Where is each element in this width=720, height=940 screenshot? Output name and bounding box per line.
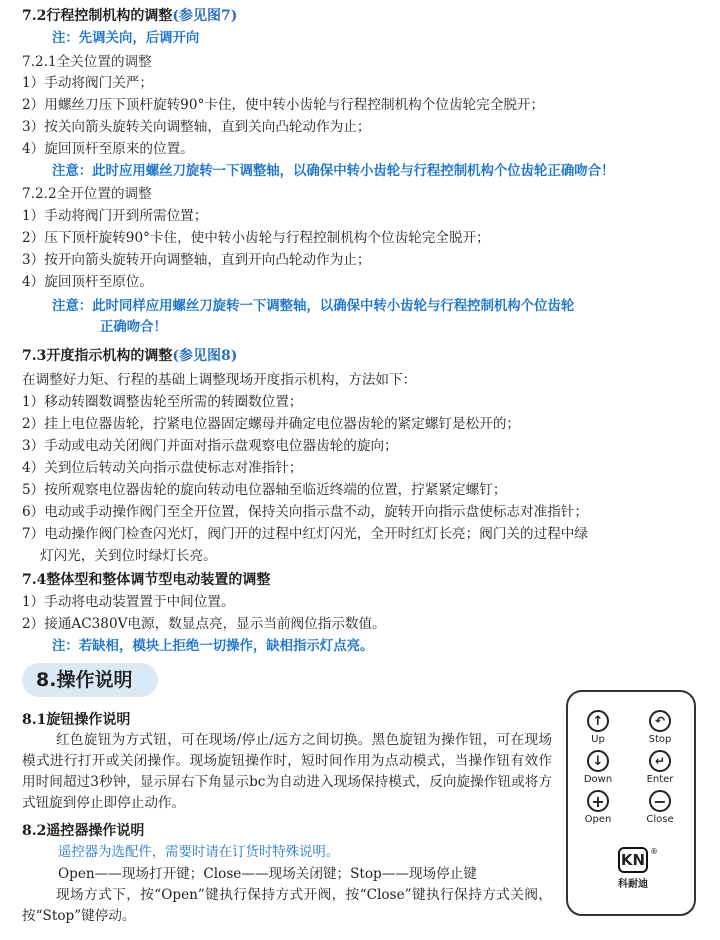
remote-close-button bbox=[630, 790, 690, 825]
remote-open-button bbox=[568, 790, 628, 825]
list-item: 2）压下顶杆旋转90°卡住，使中转小齿轮与行程控制机构个位齿轮完全脱开； bbox=[22, 230, 490, 246]
enter-icon bbox=[649, 750, 671, 772]
list-item: 4）关到位后转动关向指示盘使标志对准指针； bbox=[22, 460, 303, 476]
remote-stop-button bbox=[630, 710, 690, 745]
remote-up-button bbox=[568, 710, 628, 745]
list-item: 4）旋回顶杆至原来的位置。 bbox=[22, 141, 194, 157]
list-item: 3）手动或电动关闭阀门并面对指示盘观察电位器齿轮的旋向； bbox=[22, 438, 398, 454]
section-8-title: 8.操作说明 bbox=[22, 663, 158, 697]
list-item: 3）按关向箭头旋转关向调整轴，直到关向凸轮动作为止； bbox=[22, 119, 371, 135]
logo-text: KN bbox=[620, 851, 646, 869]
heading-7-3-ref: (参见图8) bbox=[172, 348, 238, 364]
note-8-2: 遥控器为选配件，需要时请在订货时特殊说明。 bbox=[58, 845, 340, 860]
list-item: 2）接通AC380V电源，数显点亮，显示当前阀位指示数值。 bbox=[22, 616, 386, 632]
remote-enter-label: Enter bbox=[646, 774, 674, 785]
remote-up-label: Up bbox=[591, 734, 605, 745]
remote-control bbox=[566, 690, 696, 916]
note-7-2-1: 注意：此时应用螺丝刀旋转一下调整轴，以确保中转小齿轮与行程控制机构个位齿轮正确吻合！ bbox=[52, 164, 615, 179]
plus-glyph: + bbox=[591, 791, 605, 811]
list-item: 1）手动将阀门关严； bbox=[22, 75, 153, 91]
heading-7-2-ref: (参见图7) bbox=[172, 8, 238, 24]
heading-7-2-2: 7.2.2全开位置的调整 bbox=[22, 186, 152, 202]
list-item: 7）电动操作阀门检查闪光灯，阀门开的过程中红灯闪光，全开时红灯长亮；阀门关的过程中绿 bbox=[22, 526, 588, 542]
down-arrow-glyph: ↓ bbox=[592, 753, 604, 769]
note-7-2-2-line1: 注意：此时同样应用螺丝刀旋转一下调整轴，以确保中转小齿轮与行程控制机构个位齿轮 bbox=[52, 299, 575, 314]
heading-7-3 bbox=[22, 346, 237, 366]
heading-7-2 bbox=[22, 6, 237, 26]
list-item: 2）用螺丝刀压下顶杆旋转90°卡住，使中转小齿轮与行程控制机构个位齿轮完全脱开； bbox=[22, 97, 545, 113]
heading-8-2: 8.2遥控器操作说明 bbox=[22, 823, 145, 839]
list-item: 6）电动或手动操作阀门至全开位置，保持关向指示盘不动，旋转开向指示盘使标志对准指针； bbox=[22, 504, 588, 520]
stop-icon bbox=[649, 710, 671, 732]
list-item: 4）旋回顶杆至原位。 bbox=[22, 274, 153, 290]
paragraph-8-2: 现场方式下，按“Open”键执行保持方式开阀，按“Close”键执行保持方式关阀，按“Stop”键停动。 bbox=[22, 887, 552, 924]
list-item: 5）按所观察电位器齿轮的旋向转动电位器轴至临近终端的位置，拧紧紧定螺钉； bbox=[22, 482, 507, 498]
up-arrow-glyph: ↑ bbox=[592, 713, 604, 729]
remote-down-label: Down bbox=[583, 774, 613, 785]
logo-registered-mark: ® bbox=[650, 847, 658, 856]
logo-chinese-name: 科耐迪 bbox=[618, 879, 648, 890]
remote-open-label: Open bbox=[584, 814, 612, 825]
remote-keys-line: Open——现场打开键；Close——现场关闭键；Stop——现场停止键 bbox=[58, 866, 477, 882]
remote-down-button bbox=[568, 750, 628, 785]
minus-icon bbox=[649, 790, 671, 812]
list-item: 1）手动将阀门开到所需位置； bbox=[22, 208, 208, 224]
note-7-2-2-line2: 正确吻合！ bbox=[100, 320, 167, 335]
heading-7-2-text: 7.2行程控制机构的调整 bbox=[22, 8, 173, 24]
remote-stop-label: Stop bbox=[648, 734, 672, 745]
minus-glyph: − bbox=[653, 791, 667, 811]
plus-icon bbox=[587, 790, 609, 812]
note-7-4: 注：若缺相，模块上拒绝一切操作，缺相指示灯点亮。 bbox=[52, 639, 374, 654]
heading-7-2-1: 7.2.1全关位置的调整 bbox=[22, 54, 152, 70]
list-item: 3）按开向箭头旋转开向调整轴，直到开向凸轮动作为止； bbox=[22, 252, 371, 268]
list-item: 1）手动将电动装置置于中间位置。 bbox=[22, 594, 235, 610]
logo-box bbox=[618, 847, 658, 873]
paragraph-8-1: 红色旋钮为方式钮，可在现场/停止/远方之间切换。黑色旋钮为操作钮，可在现场模式进行打开或关闭操作。现场旋钮操作时，短时间作用为点动模式，当操作钮有效作用时间超过3秒钟，显示屏右下角显示bc为自动进入现场保持模式，反向旋操作钮或将方式钮旋到停止即停止动作。 bbox=[22, 732, 552, 811]
heading-7-3-text: 7.3开度指示机构的调整 bbox=[22, 348, 173, 364]
list-item-continuation: 灯闪光，关到位时绿灯长亮。 bbox=[40, 548, 217, 564]
note-7-2: 注：先调关向，后调开向 bbox=[52, 31, 200, 46]
brand-logo bbox=[604, 847, 662, 890]
heading-8-1: 8.1旋钮操作说明 bbox=[22, 712, 131, 728]
heading-7-4: 7.4整体型和整体调节型电动装置的调整 bbox=[22, 572, 271, 588]
up-arrow-icon bbox=[587, 710, 609, 732]
remote-enter-button bbox=[630, 750, 690, 785]
remote-close-label: Close bbox=[646, 814, 674, 825]
stop-glyph: ↶ bbox=[654, 714, 666, 728]
intro-7-3: 在调整好力矩、行程的基础上调整现场开度指示机构，方法如下： bbox=[22, 372, 417, 388]
list-item: 1）移动转圈数调整齿轮至所需的转圈数位置； bbox=[22, 394, 303, 410]
down-arrow-icon bbox=[587, 750, 609, 772]
list-item: 2）挂上电位器齿轮，拧紧电位器固定螺母并确定电位器齿轮的紧定螺钉是松开的； bbox=[22, 416, 521, 432]
enter-glyph: ↵ bbox=[654, 754, 666, 768]
